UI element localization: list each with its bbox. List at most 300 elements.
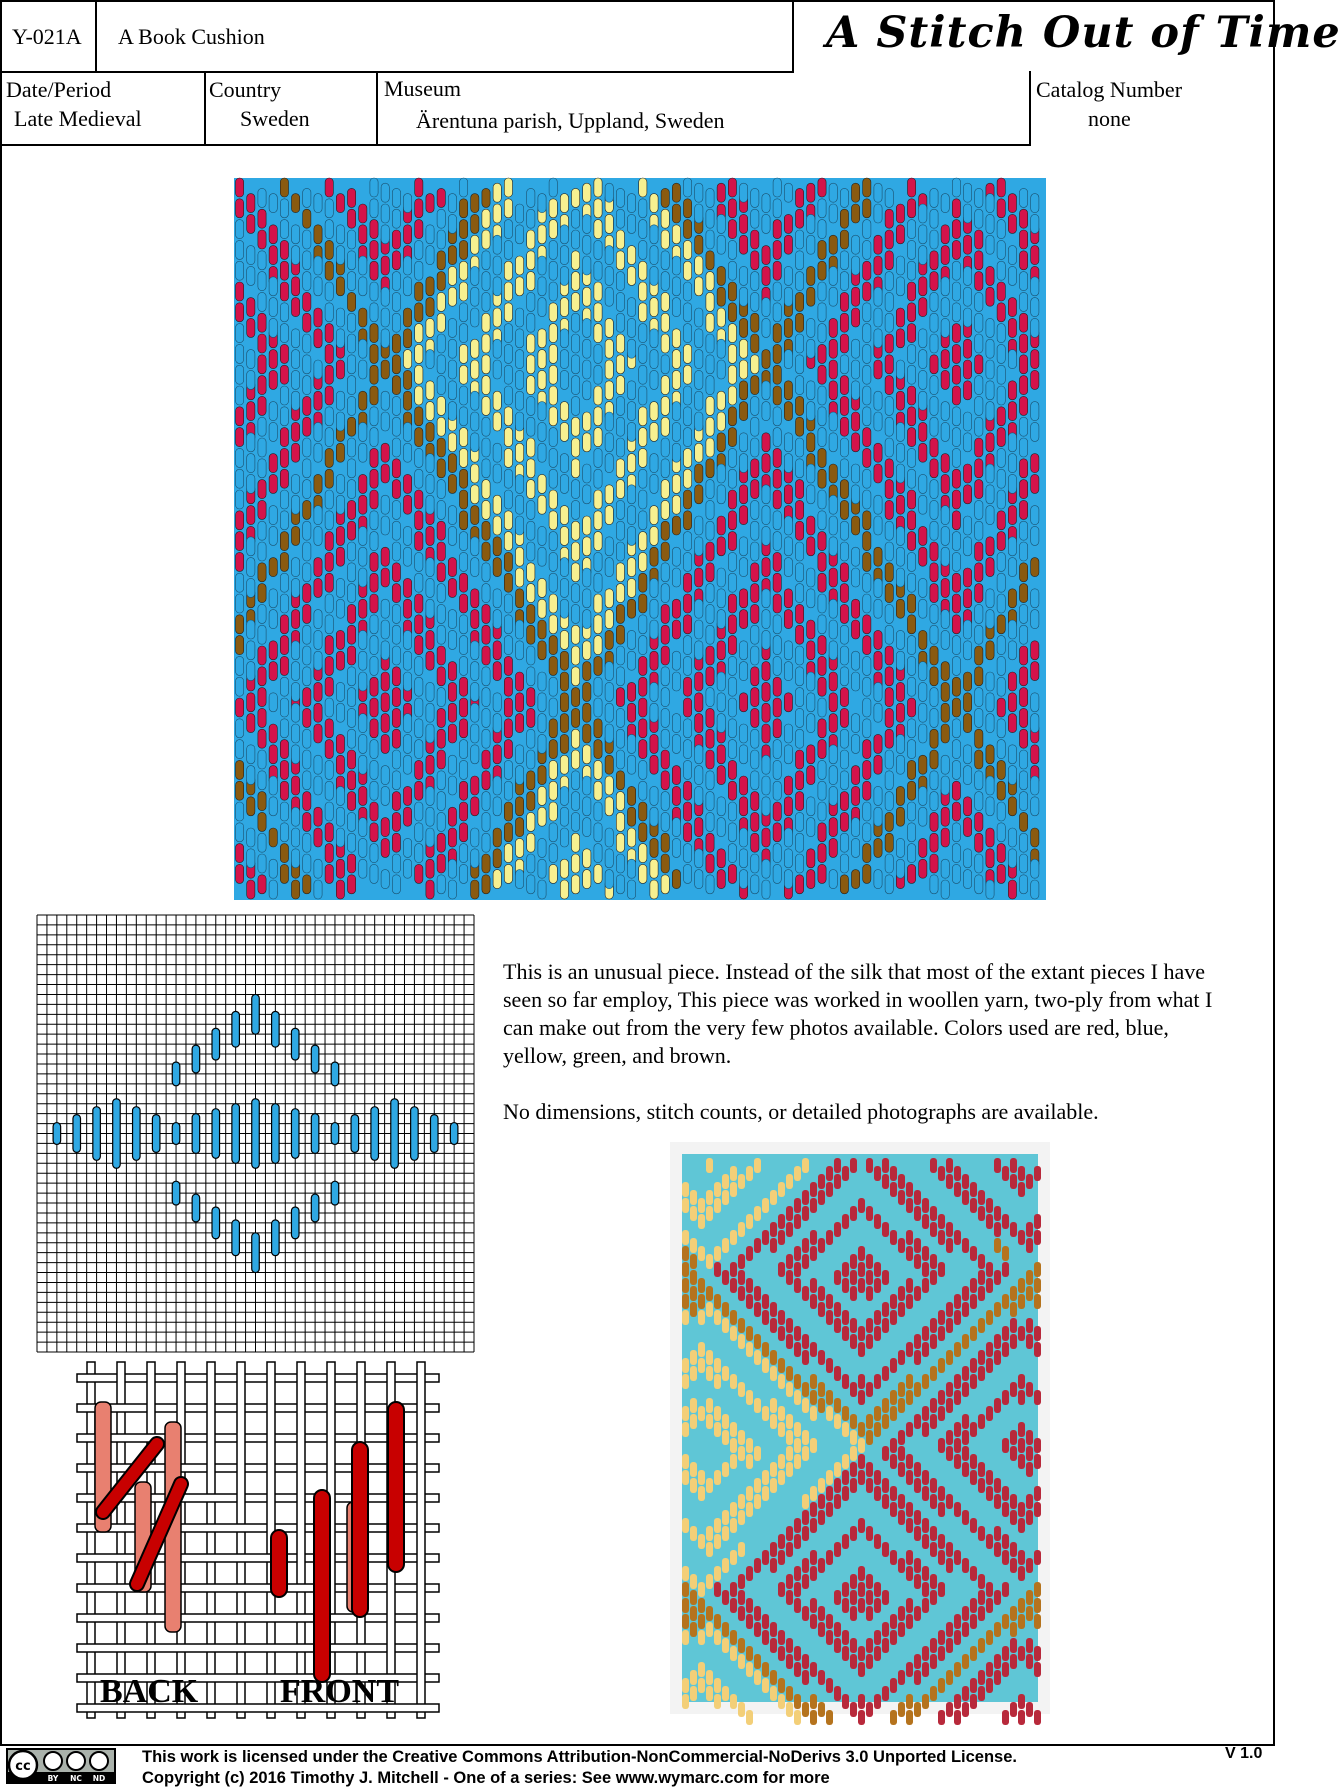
photo-stitch [834, 1414, 841, 1429]
pattern-stitch [527, 230, 535, 249]
photo-stitch [834, 1462, 841, 1477]
photo-stitch [890, 1710, 897, 1725]
pattern-stitch [1020, 729, 1028, 748]
pattern-stitch [908, 677, 916, 696]
pattern-stitch [292, 578, 300, 597]
pattern-stitch [650, 329, 658, 348]
pattern-stitch [740, 641, 748, 660]
pattern-stitch [863, 428, 871, 447]
pattern-stitch [314, 194, 322, 213]
photo-stitch [682, 1566, 689, 1581]
pattern-stitch [516, 797, 524, 816]
pattern-stitch [527, 729, 535, 748]
pattern-stitch [303, 584, 311, 603]
pattern-stitch [952, 490, 960, 509]
photo-stitch [882, 1494, 889, 1509]
pattern-stitch [975, 396, 983, 415]
pattern-stitch [572, 750, 580, 769]
pattern-stitch [336, 308, 344, 327]
photo-stitch [1018, 1374, 1025, 1389]
photo-stitch [706, 1670, 713, 1685]
photo-stitch [946, 1302, 953, 1317]
pattern-stitch [863, 552, 871, 571]
pattern-stitch [336, 734, 344, 753]
pattern-stitch [504, 573, 512, 592]
pattern-stitch [661, 792, 669, 811]
pattern-stitch [504, 781, 512, 800]
photo-stitch [986, 1678, 993, 1693]
pattern-stitch [818, 719, 826, 738]
pattern-stitch [695, 391, 703, 410]
photo-stitch [882, 1398, 889, 1413]
pattern-stitch [1031, 318, 1039, 337]
pattern-stitch [527, 334, 535, 353]
pattern-stitch [460, 677, 468, 696]
pattern-stitch [997, 490, 1005, 509]
pattern-stitch [852, 516, 860, 535]
photo-stitch [962, 1238, 969, 1253]
photo-stitch [994, 1590, 1001, 1605]
pattern-stitch [840, 542, 848, 561]
pattern-stitch [975, 771, 983, 790]
pattern-stitch [695, 537, 703, 556]
photo-stitch [978, 1590, 985, 1605]
pattern-stitch [336, 599, 344, 618]
pattern-stitch [247, 246, 255, 265]
by-icon [44, 1752, 62, 1770]
pattern-stitch [628, 880, 636, 899]
pattern-stitch [292, 682, 300, 701]
pattern-stitch [672, 818, 680, 837]
pattern-stitch [516, 693, 524, 712]
pattern-stitch [684, 844, 692, 863]
pattern-stitch [874, 599, 882, 618]
pattern-stitch [997, 594, 1005, 613]
photo-stitch [938, 1166, 945, 1181]
pattern-stitch [1020, 417, 1028, 436]
pattern-stitch [437, 542, 445, 561]
pattern-stitch [415, 511, 423, 530]
pattern-stitch [527, 833, 535, 852]
pattern-stitch [896, 308, 904, 327]
photo-stitch [802, 1494, 809, 1509]
pattern-stitch [863, 698, 871, 717]
pattern-stitch [728, 178, 736, 197]
pattern-stitch [975, 584, 983, 603]
photo-stitch [1034, 1710, 1041, 1725]
pattern-stitch [773, 428, 781, 447]
pattern-stitch [269, 350, 277, 369]
photo-stitch [858, 1454, 865, 1469]
pattern-stitch [594, 490, 602, 509]
pattern-stitch [1008, 266, 1016, 285]
pattern-stitch [728, 636, 736, 655]
pattern-stitch [818, 802, 826, 821]
pattern-stitch [471, 776, 479, 795]
pattern-stitch [628, 402, 636, 421]
pattern-stitch [594, 448, 602, 467]
photo-stitch [714, 1422, 721, 1437]
photo-stitch [1010, 1174, 1017, 1189]
pattern-stitch [930, 771, 938, 790]
pattern-stitch [908, 656, 916, 675]
pattern-stitch [874, 391, 882, 410]
pattern-stitch [437, 292, 445, 311]
pattern-stitch [695, 464, 703, 483]
pattern-stitch [504, 864, 512, 883]
weft-thread [77, 1644, 439, 1652]
pattern-stitch [852, 786, 860, 805]
photo-stitch [786, 1174, 793, 1189]
pattern-stitch [359, 277, 367, 296]
pattern-stitch [829, 266, 837, 285]
pattern-stitch [874, 256, 882, 275]
pattern-stitch [773, 615, 781, 634]
pattern-stitch [773, 844, 781, 863]
pattern-stitch [325, 573, 333, 592]
pattern-stitch [952, 344, 960, 363]
pattern-stitch [863, 615, 871, 634]
photo-stitch [698, 1534, 705, 1549]
motif-stitch [291, 1028, 299, 1060]
photo-stitch [874, 1166, 881, 1181]
pattern-stitch [493, 745, 501, 764]
pattern-title: A Book Cushion [118, 24, 265, 49]
photo-stitch [898, 1670, 905, 1685]
pattern-stitch [695, 256, 703, 275]
pattern-stitch [874, 703, 882, 722]
pattern-stitch [986, 214, 994, 233]
pattern-stitch [784, 828, 792, 847]
pattern-stitch [404, 630, 412, 649]
pattern-stitch [527, 355, 535, 374]
pattern-stitch [885, 833, 893, 852]
pattern-stitch [482, 792, 490, 811]
pattern-stitch [975, 646, 983, 665]
pattern-stitch [336, 859, 344, 878]
photo-stitch [906, 1342, 913, 1357]
pattern-stitch [941, 724, 949, 743]
photo-stitch [906, 1662, 913, 1677]
photo-stitch [962, 1302, 969, 1317]
pattern-stitch [863, 386, 871, 405]
pattern-stitch [840, 188, 848, 207]
photo-stitch [1018, 1646, 1025, 1661]
photo-stitch [770, 1398, 777, 1413]
pattern-stitch [695, 745, 703, 764]
photo-stitch [954, 1502, 961, 1517]
pattern-stitch [325, 594, 333, 613]
pattern-stitch [325, 448, 333, 467]
pattern-stitch [908, 698, 916, 717]
pattern-stitch [381, 183, 389, 202]
pattern-stitch [404, 807, 412, 826]
pattern-stitch [560, 755, 568, 774]
svg-text:cc: cc [15, 1759, 31, 1774]
photo-stitch [1034, 1230, 1041, 1245]
photo-stitch [1034, 1166, 1041, 1181]
pattern-stitch [1008, 641, 1016, 660]
photo-stitch [970, 1182, 977, 1197]
pattern-stitch [538, 859, 546, 878]
warp-thread [87, 1362, 95, 1718]
pattern-stitch [549, 823, 557, 842]
motif-stitch [192, 1114, 200, 1154]
pattern-stitch [672, 204, 680, 223]
photo-stitch [986, 1662, 993, 1677]
photo-stitch [866, 1654, 873, 1669]
photo-stitch [954, 1342, 961, 1357]
pattern-stitch [684, 532, 692, 551]
photo-stitch [866, 1478, 873, 1493]
pattern-stitch [572, 667, 580, 686]
photo-stitch [1018, 1438, 1025, 1453]
pattern-stitch [572, 646, 580, 665]
pattern-stitch [605, 682, 613, 701]
pattern-stitch [325, 760, 333, 779]
pattern-stitch [941, 474, 949, 493]
pattern-stitch [751, 417, 759, 436]
pattern-stitch [448, 454, 456, 473]
pattern-stitch [594, 282, 602, 301]
pattern-stitch [762, 266, 770, 285]
pattern-stitch [964, 672, 972, 691]
pattern-stitch [1031, 454, 1039, 473]
pattern-stitch [930, 542, 938, 561]
photo-stitch [858, 1710, 865, 1725]
pattern-stitch [516, 277, 524, 296]
photo-stitch [730, 1694, 737, 1709]
pattern-stitch [247, 454, 255, 473]
photo-stitch [898, 1238, 905, 1253]
pattern-stitch [885, 854, 893, 873]
photo-stitch [746, 1486, 753, 1501]
pattern-stitch [583, 641, 591, 660]
pattern-stitch [538, 838, 546, 857]
pattern-stitch [896, 277, 904, 296]
pattern-stitch [762, 755, 770, 774]
pattern-stitch [269, 724, 277, 743]
photo-stitch [786, 1270, 793, 1285]
pattern-stitch [762, 298, 770, 317]
pattern-stitch [773, 823, 781, 842]
pattern-stitch [482, 625, 490, 644]
pattern-stitch [896, 859, 904, 878]
pattern-stitch [336, 277, 344, 296]
pattern-stitch [381, 870, 389, 889]
photo-stitch [906, 1230, 913, 1245]
pattern-stitch [762, 589, 770, 608]
pattern-stitch [482, 584, 490, 603]
pattern-stitch [885, 667, 893, 686]
pattern-stitch [773, 386, 781, 405]
pattern-stitch [236, 573, 244, 592]
pattern-stitch [336, 526, 344, 545]
photo-stitch [906, 1566, 913, 1581]
pattern-stitch [392, 688, 400, 707]
pattern-stitch [751, 355, 759, 374]
pattern-stitch [784, 745, 792, 764]
pattern-stitch [1020, 376, 1028, 395]
pattern-stitch [616, 251, 624, 270]
pattern-stitch [280, 324, 288, 343]
pattern-stitch [762, 433, 770, 452]
pattern-stitch [952, 698, 960, 717]
pattern-stitch [527, 875, 535, 894]
pattern-stitch [818, 552, 826, 571]
pattern-stitch [616, 667, 624, 686]
photo-stitch [858, 1518, 865, 1533]
pattern-stitch [303, 667, 311, 686]
photo-stitch [754, 1494, 761, 1509]
pattern-stitch [717, 745, 725, 764]
pattern-stitch [773, 344, 781, 363]
pattern-stitch [684, 781, 692, 800]
photo-stitch [834, 1590, 841, 1605]
pattern-stitch [908, 594, 916, 613]
pattern-stitch [258, 812, 266, 831]
pattern-stitch [1020, 771, 1028, 790]
pattern-stitch [594, 199, 602, 218]
photo-stitch [866, 1574, 873, 1589]
pattern-stitch [471, 537, 479, 556]
photo-stitch [826, 1310, 833, 1325]
pattern-stitch [728, 864, 736, 883]
pattern-stitch [426, 578, 434, 597]
pattern-stitch [280, 490, 288, 509]
country-value: Sweden [240, 106, 310, 131]
pattern-stitch [1031, 641, 1039, 660]
catalog-label: Catalog Number [1036, 77, 1183, 102]
pattern-stitch [471, 610, 479, 629]
weft-thread [77, 1614, 439, 1622]
pattern-stitch [661, 272, 669, 291]
pattern-stitch [840, 708, 848, 727]
pattern-stitch [247, 797, 255, 816]
pattern-stitch [258, 417, 266, 436]
photo-stitch [818, 1238, 825, 1253]
photo-stitch [1002, 1214, 1009, 1229]
photo-stitch [914, 1334, 921, 1349]
pattern-stitch [605, 246, 613, 265]
pattern-stitch [560, 454, 568, 473]
pattern-stitch [1031, 526, 1039, 545]
pattern-stitch [549, 552, 557, 571]
photo-stitch [842, 1374, 849, 1389]
pattern-stitch [896, 755, 904, 774]
photo-stitch [946, 1158, 953, 1173]
pattern-stitch [840, 750, 848, 769]
pattern-stitch [549, 448, 557, 467]
photo-stitch [842, 1310, 849, 1325]
photo-stitch [954, 1166, 961, 1181]
pattern-stitch [863, 511, 871, 530]
photo-stitch [682, 1470, 689, 1485]
pattern-stitch [426, 786, 434, 805]
pattern-stitch [448, 578, 456, 597]
pattern-stitch [314, 360, 322, 379]
pattern-stitch [919, 277, 927, 296]
pattern-stitch [359, 714, 367, 733]
pattern-stitch [908, 365, 916, 384]
photo-stitch [914, 1654, 921, 1669]
pattern-stitch [1008, 537, 1016, 556]
photo-stitch [954, 1310, 961, 1325]
pattern-stitch [740, 724, 748, 743]
pattern-stitch [1008, 298, 1016, 317]
pattern-stitch [549, 282, 557, 301]
pattern-stitch [482, 209, 490, 228]
pattern-stitch [952, 740, 960, 759]
pattern-stitch [773, 532, 781, 551]
pattern-stitch [605, 662, 613, 681]
cc-license-badge[interactable] [6, 1748, 116, 1784]
photo-stitch [1010, 1702, 1017, 1717]
pattern-stitch [1008, 246, 1016, 265]
pattern-stitch [348, 438, 356, 457]
photo-stitch [722, 1558, 729, 1573]
pattern-stitch [975, 417, 983, 436]
pattern-stitch [359, 474, 367, 493]
pattern-stitch [583, 589, 591, 608]
pattern-stitch [415, 844, 423, 863]
pattern-stitch [616, 438, 624, 457]
pattern-stitch [549, 386, 557, 405]
photo-stitch [866, 1414, 873, 1429]
pattern-stitch [919, 422, 927, 441]
pattern-stitch [325, 781, 333, 800]
pattern-stitch [941, 807, 949, 826]
pattern-stitch [661, 396, 669, 415]
pattern-stitch [807, 797, 815, 816]
photo-stitch [930, 1542, 937, 1557]
photo-stitch [722, 1430, 729, 1445]
pattern-stitch [549, 428, 557, 447]
pattern-stitch [740, 828, 748, 847]
photo-stitch [786, 1574, 793, 1589]
pattern-stitch [908, 573, 916, 592]
pattern-stitch [807, 381, 815, 400]
pattern-stitch [482, 376, 490, 395]
photo-stitch [802, 1158, 809, 1173]
photo-stitch [770, 1350, 777, 1365]
pattern-stitch [236, 864, 244, 883]
pattern-stitch [650, 246, 658, 265]
pattern-stitch [706, 792, 714, 811]
sample-photo [670, 1142, 1050, 1714]
pattern-stitch [437, 625, 445, 644]
pattern-stitch [840, 625, 848, 644]
pattern-stitch [986, 318, 994, 337]
photo-stitch [706, 1606, 713, 1621]
pattern-stitch [684, 490, 692, 509]
photo-stitch [962, 1462, 969, 1477]
photo-stitch [978, 1686, 985, 1701]
pattern-stitch [807, 214, 815, 233]
pattern-stitch [381, 204, 389, 223]
photo-stitch [842, 1326, 849, 1341]
photo-stitch [986, 1358, 993, 1373]
pattern-stitch [292, 745, 300, 764]
pattern-stitch [493, 277, 501, 296]
pattern-stitch [549, 199, 557, 218]
pattern-stitch [482, 355, 490, 374]
pattern-stitch [247, 318, 255, 337]
pattern-stitch [549, 636, 557, 655]
photo-stitch [850, 1254, 857, 1269]
pattern-stitch [560, 651, 568, 670]
photo-stitch [722, 1238, 729, 1253]
